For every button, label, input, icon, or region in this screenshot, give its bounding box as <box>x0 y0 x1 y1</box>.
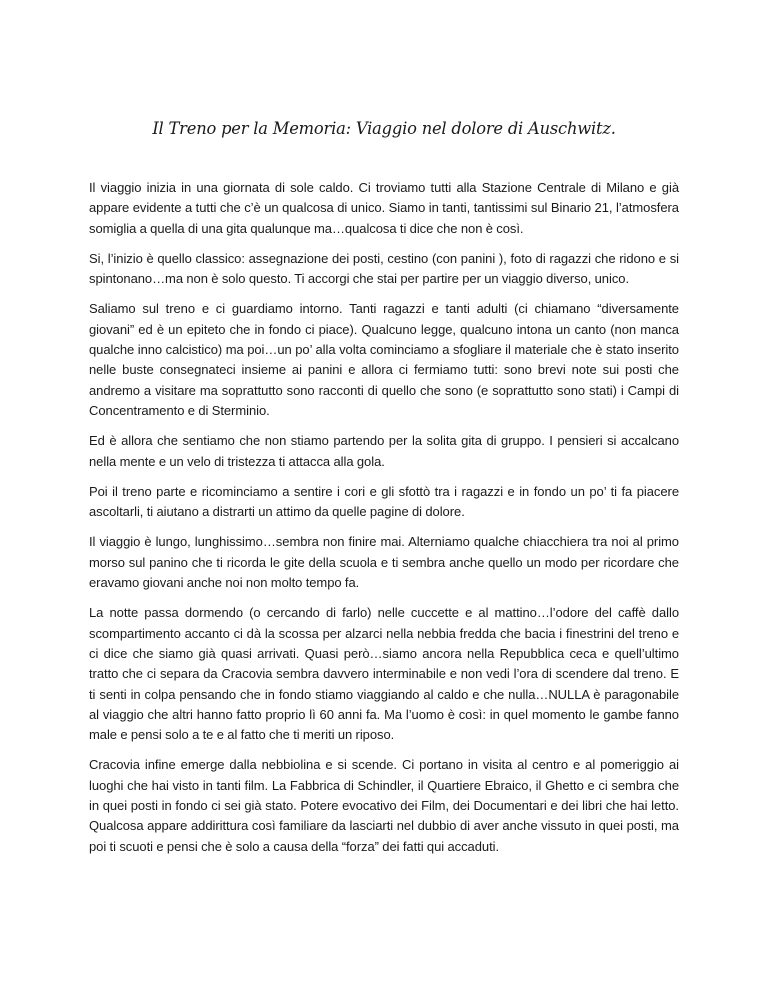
document-title: Il Treno per la Memoria: Viaggio nel dolore di Auschwitz. <box>152 119 616 138</box>
paragraph-1: Il viaggio inizia in una giornata di sole caldo. Ci troviamo tutti alla Stazione Centrale di Milano e già appare evidente a tutti che c’è un qualcosa di unico. Siamo in tanti, tantissimi sul Binario 21, l’atmosfera somiglia a quella di una gita qualunque ma…qualcosa ti dice che non è così. <box>89 180 679 236</box>
paragraph-8: Cracovia infine emerge dalla nebbiolina e si scende. Ci portano in visita al centro e al pomeriggio ai luoghi che hai visto in tanti film. La Fabbrica di Schindler, il Quartiere Ebraico, il Ghetto e ci sembra che in quei posti in fondo ci sei già stato. Potere evocativo dei Film, dei Documentari e dei libri che hai letto. Qualcosa appare addirittura così familiare da lasciarti nel dubbio di aver anche vissuto in quei posti, ma poi ti scuoti e pensi che è solo a causa della “forza” dei fatti qui accaduti. <box>89 757 679 854</box>
paragraph-3: Saliamo sul treno e ci guardiamo intorno. Tanti ragazzi e tanti adulti (ci chiamano “diversamente giovani” ed è un epiteto che in fondo ci piace). Qualcuno legge, qualcuno intona un canto (non manca qualche inno calcistico) ma poi…un po’ alla volta cominciamo a sfogliare il materiale che è stato inserito nelle buste consegnateci insieme ai panini e allora ci fermiamo tutti: sono brevi note sui posti che andremo a visitare ma soprattutto sono racconti di quello che sono (e soprattutto sono stati) i Campi di Concentramento e di Sterminio. <box>89 301 679 418</box>
paragraph-4: Ed è allora che sentiamo che non stiamo partendo per la solita gita di gruppo. I pensieri si accalcano nella mente e un velo di tristezza ti attacca alla gola. <box>89 433 679 469</box>
paragraph-2: Si, l’inizio è quello classico: assegnazione dei posti, cestino (con panini ), foto di ragazzi che ridono e si spintonano…ma non è solo questo. Ti accorgi che stai per partire per un viaggio diverso, unico. <box>89 250 679 287</box>
paragraph-6: Il viaggio è lungo, lunghissimo…sembra non finire mai. Alterniamo qualche chiacchiera tra noi al primo morso sul panino che ti ricorda le gite della scuola e ti sembra anche quello un modo per ricordare che eravamo giovani anche noi non molto tempo fa. <box>89 534 679 591</box>
document-body <box>89 178 679 857</box>
paragraph-7: La notte passa dormendo (o cercando di farlo) nelle cuccette e al mattino…l’odore del caffè dallo scompartimento accanto ci dà la scossa per alzarci nella nebbia fredda che bacia i finestrini del treno e ci dice che siamo già quasi arrivati. Quasi però…siamo ancora nella Repubblica ceca e quell’ultimo tratto che ci separa da Cracovia sembra davvero interminabile e non vedi l’ora di scendere dal treno. E ti senti in colpa pensando che in fondo stiamo viaggiando al caldo e che nulla…NULLA è paragonabile al viaggio che altri hanno fatto proprio lì 60 anni fa. Ma l’uomo è così: in quel momento le gambe fanno male e pensi solo a te e al fatto che ti meriti un riposo. <box>89 605 679 743</box>
paragraph-5: Poi il treno parte e ricominciamo a sentire i cori e gli sfottò tra i ragazzi e in fondo un po’ ti fa piacere ascoltarli, ti aiutano a distrarti un attimo da quelle pagine di dolore. <box>89 483 679 520</box>
